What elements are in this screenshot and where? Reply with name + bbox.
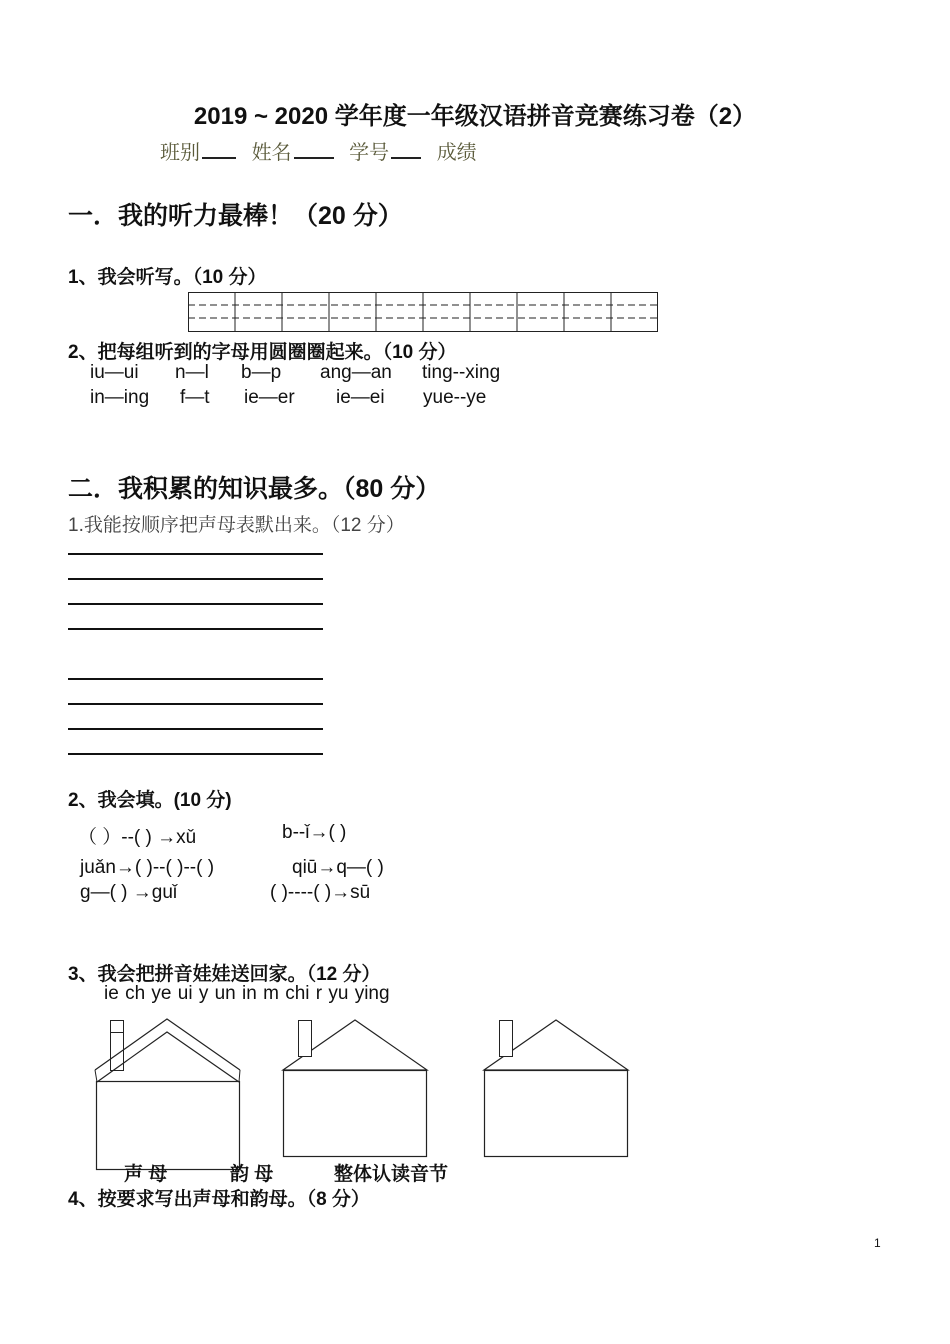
number-blank[interactable] [391, 139, 421, 159]
s1-q2-row1-item[interactable]: ang—an [320, 362, 392, 383]
class-blank[interactable] [202, 139, 236, 159]
fill-item[interactable]: g—( ) →guǐ [80, 882, 178, 903]
house-yunmu[interactable] [280, 1015, 435, 1160]
page-number: 1 [874, 1236, 881, 1250]
answer-line[interactable] [68, 728, 323, 730]
s2-question-4: 4、按要求写出声母和韵母。（8 分） [68, 1189, 370, 1210]
s1-q2-row2-item[interactable]: yue--ye [423, 387, 487, 408]
answer-line[interactable] [68, 628, 323, 630]
s1-q2-row2-item[interactable]: ie—er [244, 387, 295, 408]
answer-line[interactable] [68, 678, 323, 680]
fill-item[interactable]: （ ）--( ) →xǔ [78, 827, 197, 848]
s1-q2-row2-item[interactable]: f—t [180, 387, 210, 408]
house-label: 韵 母 [230, 1164, 274, 1185]
s2-question-3: 3、我会把拼音娃娃送回家。（12 分） [68, 964, 381, 985]
pinyin-writing-grid[interactable] [188, 292, 660, 334]
section2-heading: 二．我积累的知识最多。（80 分） [68, 475, 441, 503]
fill-item[interactable]: ( )----( )→sū [270, 882, 371, 903]
s1-q2-row2-item[interactable]: ie—ei [336, 387, 385, 408]
s1-q2-row1-item[interactable]: b—p [241, 362, 282, 383]
s1-question-1: 1、我会听写。（10 分） [68, 267, 267, 288]
answer-line[interactable] [68, 578, 323, 580]
name-blank[interactable] [294, 139, 334, 159]
s1-question-2: 2、把每组听到的字母用圆圈圈起来。（10 分） [68, 342, 457, 363]
house-shengmu[interactable] [90, 1015, 250, 1175]
number-label: 学号 [349, 142, 390, 164]
fill-item[interactable]: qiū→q—( ) [292, 857, 384, 878]
syllable-list: ie ch ye ui y un in m chi r yu ying [104, 983, 390, 1004]
answer-line[interactable] [68, 603, 323, 605]
answer-line[interactable] [68, 703, 323, 705]
house-label: 声 母 [124, 1164, 168, 1185]
answer-line[interactable] [68, 553, 323, 555]
house-zhengti[interactable] [482, 1015, 637, 1160]
section1-heading: 一．我的听力最棒！（20 分） [68, 202, 403, 230]
fill-item[interactable]: b--ǐ→( ) [282, 822, 347, 843]
page-title: 2019 ~ 2020 学年度一年级汉语拼音竞赛练习卷（2） [193, 103, 757, 130]
score-label: 成绩 [436, 142, 477, 164]
class-label: 班别 [160, 142, 200, 164]
fill-item[interactable]: juǎn→( )--( )--( ) [80, 857, 215, 878]
s1-q2-row1-item[interactable]: ting--xing [422, 362, 501, 383]
student-info-line [160, 136, 477, 165]
answer-line[interactable] [68, 753, 323, 755]
s1-q2-row1-item[interactable]: iu—ui [90, 362, 139, 383]
house-label: 整体认读音节 [334, 1164, 449, 1185]
s2-question-2: 2、我会填。(10 分) [68, 790, 232, 811]
s1-q2-row1-item[interactable]: n—l [175, 362, 209, 383]
name-label: 姓名 [251, 142, 292, 164]
s1-q2-row2-item[interactable]: in—ing [90, 387, 150, 408]
s2-question-1: 1.我能按顺序把声母表默出来。（12 分） [68, 515, 405, 536]
